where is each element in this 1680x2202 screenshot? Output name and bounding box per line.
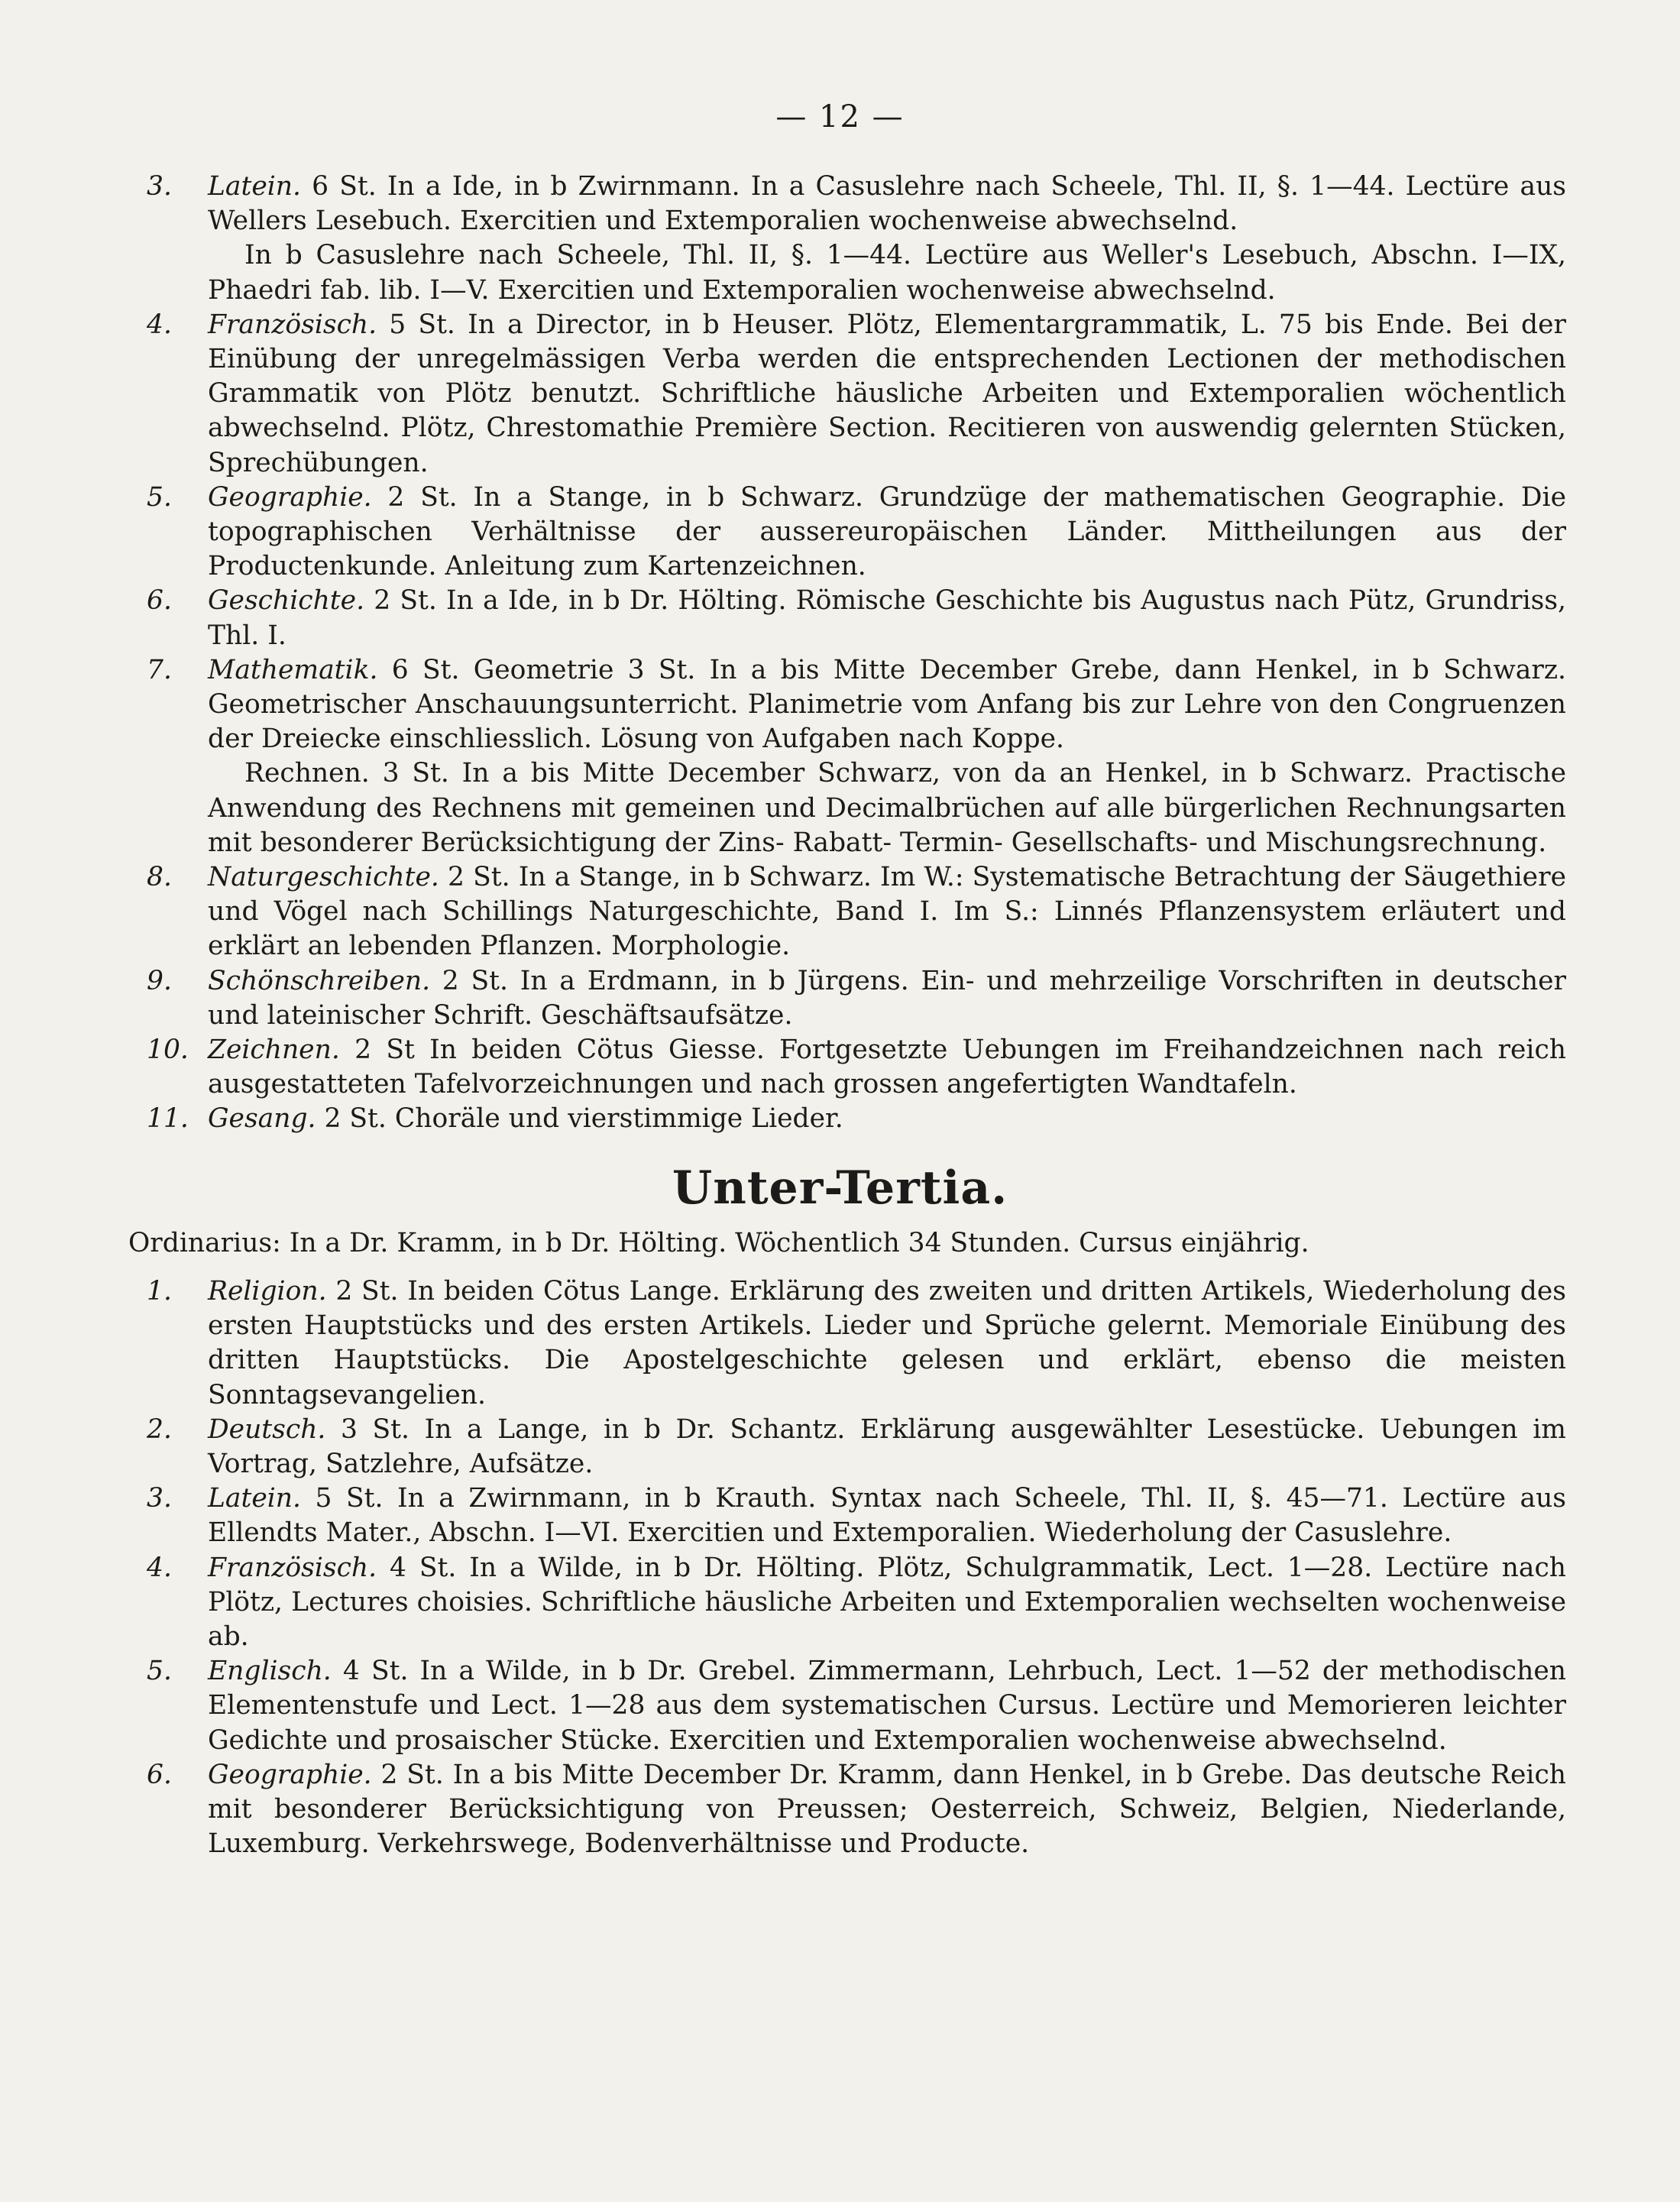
entry-text: 5 St. In a Director, in b Heuser. Plötz, Elementargrammatik, L. 75 bis Ende. Bei der Einübung der unregelmässigen Verba werden die entsprechenden Lectionen der methodischen Grammatik von Plötz benutzt. Schriftliche häusliche Arbeiten und Extemporalien wöchentlich abwechselnd. Plötz, Chrestomathie Première Section. Recitieren von auswendig gelernten Stücken, Sprechübungen. [208, 309, 1566, 478]
entry-text: 6 St. Geometrie 3 St. In a bis Mitte December Grebe, dann Henkel, in b Schwarz. Geometrischer Anschauungsunterricht. Planimetrie vom Anfang bis zur Lehre von den Congruenzen der Dreiecke einschliesslich. Lösung von Aufgaben nach Koppe. [208, 654, 1566, 755]
subject-label: Englisch. [208, 1656, 332, 1687]
section-quarta-entries [130, 170, 1566, 1137]
entry-text: 6 St. In a Ide, in b Zwirnmann. In a Casuslehre nach Scheele, Thl. II, §. 1—44. Lectüre aus Wellers Lesebuch. Exercitien und Extemporalien wochenweise abwechselnd. [208, 171, 1566, 237]
subject-label: Latein. [208, 171, 301, 202]
entry-text: In b Casuslehre nach Scheele, Thl. II, §. 1—44. Lectüre aus Weller's Lesebuch, Abschn. I—IX, Phaedri fab. lib. I—V. Exercitien und Extemporalien wochenweise abwechselnd. [208, 240, 1566, 306]
entry-text: 2 St. In a Stange, in b Schwarz. Grundzüge der mathematischen Geographie. Die topographischen Verhältnisse der aussereuropäischen Länder. Mittheilungen aus der Productenkunde. Anleitung zum Kartenzeichnen. [208, 481, 1566, 582]
list-item: 5. Geographie. 2 St. In a Stange, in b Schwarz. Grundzüge der mathematischen Geographie. Die topographischen Verhältnisse der aussereuropäischen Länder. Mittheilungen aus der Productenkunde. Anleitung zum Kartenzeichnen. [147, 481, 1566, 582]
entry-text: 2 St. In beiden Cötus Lange. Erklärung des zweiten und dritten Artikels, Wiederholung des ersten Hauptstücks und des ersten Artikels. Lieder und Sprüche gelernt. Memoriale Einübung des dritten Hauptstücks. Die Apostelgeschichte gelesen und erklärt, ebenso die meisten Sonntagsevangelien. [208, 1276, 1566, 1410]
list-item: 4. Französisch. 4 St. In a Wilde, in b Dr. Hölting. Plötz, Schulgrammatik, Lect. 1—28. Lectüre nach Plötz, Lectures choisies. Schriftliche häusliche Arbeiten und Extemporalien wechselten wochenweise ab. [147, 1552, 1566, 1653]
subject-label: Schönschreiben. [208, 965, 431, 996]
subject-label: Geschichte. [208, 585, 365, 617]
subject-label: Naturgeschichte. [208, 862, 439, 893]
page-number: — 12 — [775, 99, 905, 134]
subject-label: Mathematik. [208, 654, 378, 685]
entry-text: 2 St. Choräle und vierstimmige Lieder. [316, 1103, 843, 1135]
entry-text: 2 St. In a Stange, in b Schwarz. Im W.: Systematische Betrachtung der Säugethiere und Vögel nach Schillings Naturgeschichte, Band I. Im S.: Linnés Pflanzensystem erläutert und erklärt an lebenden Pflanzen. Morphologie. [208, 862, 1566, 962]
list-item: 3. Latein. 5 St. In a Zwirnmann, in b Krauth. Syntax nach Scheele, Thl. II, §. 45—71. Lectüre aus Ellendts Mater., Abschn. I—VI. Exercitien und Extemporalien. Wiederholung der Casuslehre. [147, 1483, 1566, 1549]
list-item: 1. Religion. 2 St. In beiden Cötus Lange. Erklärung des zweiten und dritten Artikels, Wiederholung des ersten Hauptstücks und des ersten Artikels. Lieder und Sprüche gelernt. Memoriale Einübung des dritten Hauptstücks. Die Apostelgeschichte gelesen und erklärt, ebenso die meisten Sonntagsevangelien. [147, 1276, 1566, 1410]
entry-text: 3 St. In a Lange, in b Dr. Schantz. Erklärung ausgewählter Lesestücke. Uebungen im Vortrag, Satzlehre, Aufsätze. [208, 1413, 1566, 1480]
entry-text: Rechnen. 3 St. In a bis Mitte December Schwarz, von da an Henkel, in b Schwarz. Practische Anwendung des Rechnens mit gemeinen und Decimalbrüchen auf alle bürgerlichen Rechnungsarten mit besonderer Berücksichtigung der Zins- Rabatt- Termin- Gesellschafts- und Mischungsrechnung. [208, 758, 1566, 858]
list-item: 8. Naturgeschichte. 2 St. In a Stange, in b Schwarz. Im W.: Systematische Betrachtung der Säugethiere und Vögel nach Schillings Naturgeschichte, Band I. Im S.: Linnés Pflanzensystem erläutert und erklärt an lebenden Pflanzen. Morphologie. [147, 862, 1566, 962]
list-item: 3. Latein. 6 St. In a Ide, in b Zwirnmann. In a Casuslehre nach Scheele, Thl. II, §. 1—44. Lectüre aus Wellers Lesebuch. Exercitien und Extemporalien wochenweise abwechselnd. In b Casuslehre nach Scheele, Thl. II, §. 1—44. Lectüre aus Weller's Lesebuch, Abschn. I—IX, Phaedri fab. lib. I—V. Exercitien und Extemporalien wochenweise abwechselnd. [130, 170, 1566, 308]
subject-label: Religion. [208, 1276, 327, 1307]
subject-label: Geographie. [208, 481, 372, 513]
entry-text: 2 St. In a Erdmann, in b Jürgens. Ein- und mehrzeilige Vorschriften in deutscher und lateinischer Schrift. Geschäftsaufsätze. [208, 965, 1566, 1031]
list-item: 6. Geschichte. 2 St. In a Ide, in b Dr. Hölting. Römische Geschichte bis Augustus nach Pütz, Grundriss, Thl. I. [147, 585, 1566, 651]
list-item: 2. Deutsch. 3 St. In a Lange, in b Dr. Schantz. Erklärung ausgewählter Lesestücke. Uebungen im Vortrag, Satzlehre, Aufsätze. [147, 1413, 1566, 1480]
list-item: 5. Englisch. 4 St. In a Wilde, in b Dr. Grebel. Zimmermann, Lehrbuch, Lect. 1—52 der methodischen Elementenstufe und Lect. 1—28 aus dem systematischen Cursus. Lectüre und Memorieren leichter Gedichte und prosaischer Stücke. Exercitien und Extemporalien wochenweise abwechselnd. [147, 1656, 1566, 1756]
subject-label: Geographie. [208, 1759, 372, 1790]
subject-label: Französisch. [208, 309, 377, 340]
list-item: 7. Mathematik. 6 St. Geometrie 3 St. In a bis Mitte December Grebe, dann Henkel, in b Schwarz. Geometrischer Anschauungsunterricht. Planimetrie vom Anfang bis zur Lehre von den Congruenzen der Dreiecke einschliesslich. Lösung von Aufgaben nach Koppe. Rechnen. 3 St. In a bis Mitte December Schwarz, von da an Henkel, in b Schwarz. Practische Anwendung des Rechnens mit gemeinen und Decimalbrüchen auf alle bürgerlichen Rechnungsarten mit besonderer Berücksichtigung der Zins- Rabatt- Termin- Gesellschafts- und Mischungsrechnung. [130, 653, 1566, 860]
entry-text: 4 St. In a Wilde, in b Dr. Grebel. Zimmermann, Lehrbuch, Lect. 1—52 der methodischen Elementenstufe und Lect. 1—28 aus dem systematischen Cursus. Lectüre und Memorieren leichter Gedichte und prosaischer Stücke. Exercitien und Extemporalien wochenweise abwechselnd. [208, 1656, 1566, 1756]
subject-label: Deutsch. [208, 1413, 326, 1445]
list-item: 4. Französisch. 5 St. In a Director, in b Heuser. Plötz, Elementargrammatik, L. 75 bis Ende. Bei der Einübung der unregelmässigen Verba werden die entsprechenden Lectionen der methodischen Grammatik von Plötz benutzt. Schriftliche häusliche Arbeiten und Extemporalien wöchentlich abwechselnd. Plötz, Chrestomathie Première Section. Recitieren von auswendig gelernten Stücken, Sprechübungen. [147, 309, 1566, 478]
list-item: 11. Gesang. 2 St. Choräle und vierstimmige Lieder. [147, 1103, 843, 1135]
entry-text: 2 St. In a bis Mitte December Dr. Kramm, dann Henkel, in b Grebe. Das deutsche Reich mit besonderer Berücksichtigung von Preussen; Oesterreich, Schweiz, Belgien, Niederlande, Luxemburg. Verkehrswege, Bodenverhältnisse und Producte. [208, 1759, 1566, 1860]
section-unter-tertia-entries [130, 1274, 1566, 1861]
ordinarius-line: Ordinarius: In a Dr. Kramm, in b Dr. Hölting. Wöchentlich 34 Stunden. Cursus einjährig. [128, 1228, 1309, 1258]
list-item: 9. Schönschreiben. 2 St. In a Erdmann, in b Jürgens. Ein- und mehrzeilige Vorschriften in deutscher und lateinischer Schrift. Geschäftsaufsätze. [147, 965, 1566, 1031]
entry-text: 4 St. In a Wilde, in b Dr. Hölting. Plötz, Schulgrammatik, Lect. 1—28. Lectüre nach Plötz, Lectures choisies. Schriftliche häusliche Arbeiten und Extemporalien wechselten wochenweise ab. [208, 1552, 1566, 1653]
entry-text: 2 St In beiden Cötus Giesse. Fortgesetzte Uebungen im Freihandzeichnen nach reich ausgestatteten Tafelvorzeichnungen und nach grossen angefertigten Wandtafeln. [208, 1035, 1566, 1100]
subject-label: Zeichnen. [208, 1035, 340, 1066]
section-title: Unter-Tertia. [672, 1161, 1008, 1215]
subject-label: Latein. [208, 1483, 301, 1514]
subject-label: Französisch. [208, 1552, 377, 1583]
entry-text: 5 St. In a Zwirnmann, in b Krauth. Syntax nach Scheele, Thl. II, §. 45—71. Lectüre aus Ellendts Mater., Abschn. I—VI. Exercitien und Extemporalien. Wiederholung der Casuslehre. [208, 1483, 1566, 1549]
list-item: 6. Geographie. 2 St. In a bis Mitte December Dr. Kramm, dann Henkel, in b Grebe. Das deutsche Reich mit besonderer Berücksichtigung von Preussen; Oesterreich, Schweiz, Belgien, Niederlande, Luxemburg. Verkehrswege, Bodenverhältnisse und Producte. [147, 1759, 1566, 1860]
subject-label: Gesang. [208, 1103, 316, 1135]
entry-text: 2 St. In a Ide, in b Dr. Hölting. Römische Geschichte bis Augustus nach Pütz, Grundriss, Thl. I. [208, 585, 1566, 651]
list-item: 10. Zeichnen. 2 St In beiden Cötus Giesse. Fortgesetzte Uebungen im Freihandzeichnen nach reich ausgestatteten Tafelvorzeichnungen und nach grossen angefertigten Wandtafeln. [147, 1035, 1566, 1100]
